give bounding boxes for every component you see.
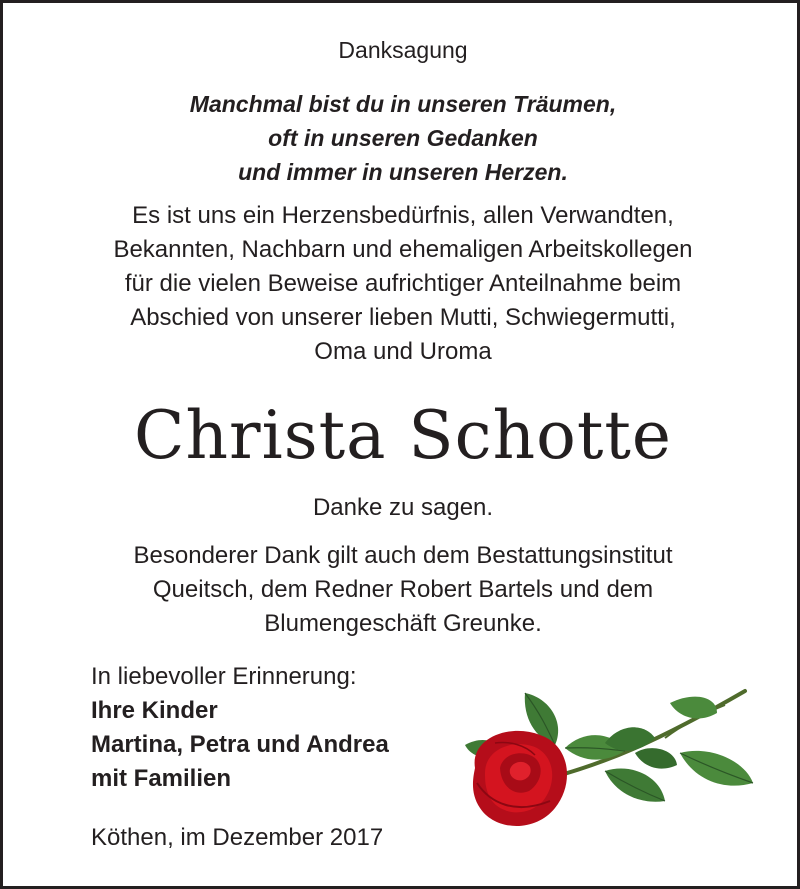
paragraph-line: Es ist uns ein Herzensbedürfnis, allen Verwandten,: [132, 202, 674, 229]
thanks-paragraph: [3, 199, 800, 369]
poem-line: und immer in unseren Herzen.: [238, 159, 568, 185]
signoff: [91, 660, 389, 796]
special-thanks-paragraph: [3, 539, 800, 641]
poem: [3, 87, 800, 189]
paragraph-line: Bekannten, Nachbarn und ehemaligen Arbeitskollegen: [113, 236, 693, 263]
paragraph-line: Blumengeschäft Greunke.: [264, 610, 542, 637]
red-rose-icon: [455, 683, 765, 843]
signoff-line: Ihre Kinder: [91, 697, 218, 724]
deceased-name: Christa Schotte: [134, 397, 672, 474]
poem-line: oft in unseren Gedanken: [268, 125, 538, 151]
signoff-line: mit Familien: [91, 765, 232, 792]
paragraph-line: Oma und Uroma: [314, 338, 492, 365]
thanks-line: Danke zu sagen.: [312, 494, 494, 521]
place-date: Köthen, im Dezember 2017: [91, 824, 384, 851]
paragraph-line: Queitsch, dem Redner Robert Bartels und dem: [152, 576, 654, 603]
paragraph-line: für die vielen Beweise aufrichtiger Anteilnahme beim: [124, 270, 682, 297]
paragraph-line: Besonderer Dank gilt auch dem Bestattungsinstitut: [133, 542, 673, 569]
paragraph-line: Abschied von unserer lieben Mutti, Schwiegermutti,: [130, 304, 676, 331]
notice-heading: Danksagung: [338, 37, 468, 63]
signoff-line: Martina, Petra und Andrea: [91, 731, 389, 758]
poem-line: Manchmal bist du in unseren Träumen,: [189, 91, 617, 117]
signoff-intro: In liebevoller Erinnerung:: [91, 663, 357, 690]
